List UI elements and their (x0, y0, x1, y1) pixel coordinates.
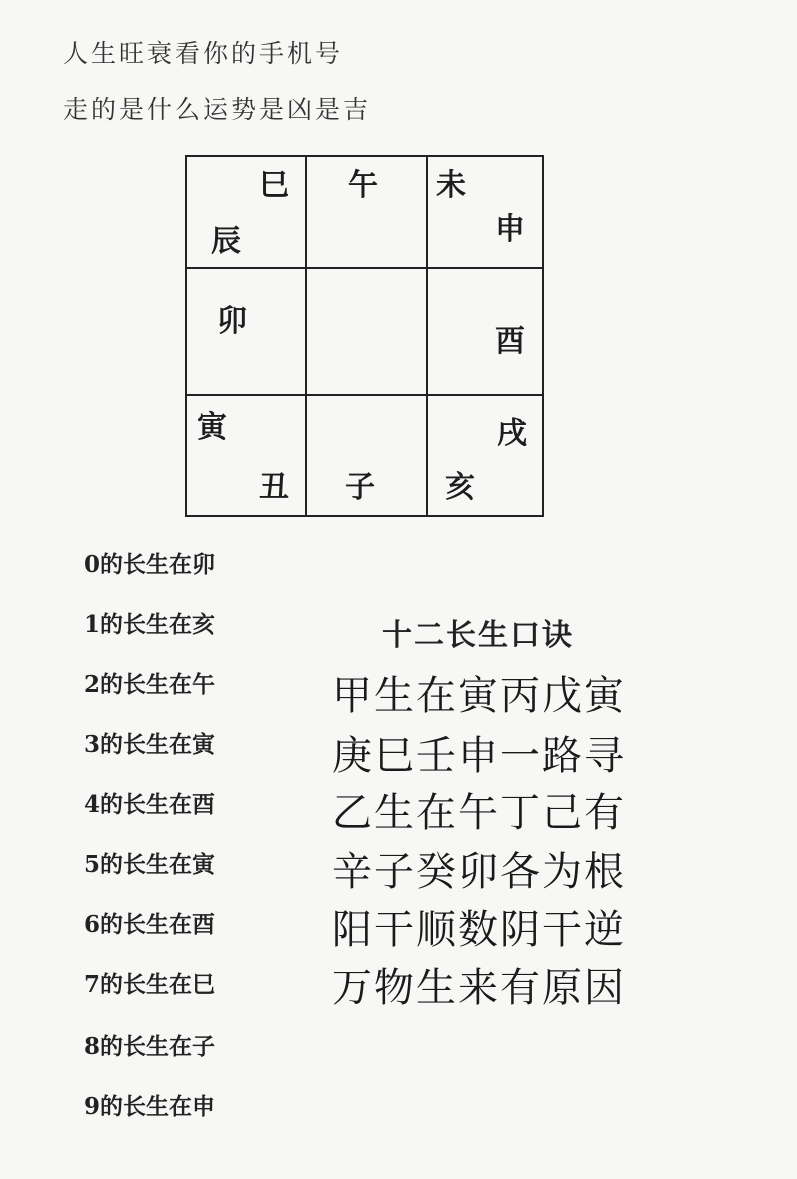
grid-divider-horizontal-2 (187, 394, 542, 396)
list-item: 4的长生在酉 (84, 791, 216, 818)
branch-si: 巳 (259, 168, 289, 203)
list-item: 1的长生在亥 (84, 611, 216, 638)
branch-chou: 丑 (259, 470, 289, 505)
mnemonic-line: 庚巳壬申一路寻 (332, 733, 626, 779)
branch-zi: 子 (345, 470, 375, 505)
mnemonic-line: 乙生在午丁己有 (332, 790, 626, 836)
mnemonic-line: 万物生来有原因 (332, 965, 626, 1011)
list-item: 8的长生在子 (84, 1033, 216, 1060)
mnemonic-line: 阳干顺数阴干逆 (332, 907, 626, 953)
mnemonic-line: 甲生在寅丙戊寅 (332, 673, 626, 719)
branch-wu: 午 (348, 168, 378, 203)
list-item: 9的长生在申 (84, 1093, 216, 1120)
branch-hai: 亥 (445, 470, 475, 505)
list-item: 0的长生在卯 (84, 551, 216, 578)
branch-yin: 寅 (197, 410, 227, 445)
earthly-branches-grid (185, 155, 544, 517)
grid-divider-horizontal-1 (187, 267, 542, 269)
branch-mao: 卯 (217, 304, 247, 339)
list-item: 3的长生在寅 (84, 731, 216, 758)
list-item: 2的长生在午 (84, 671, 216, 698)
branch-xu: 戌 (497, 416, 527, 451)
list-item: 5的长生在寅 (84, 851, 216, 878)
heading-line-1: 人生旺衰看你的手机号 (63, 39, 344, 68)
heading-line-2: 走的是什么运势是凶是吉 (63, 95, 372, 124)
branch-chen: 辰 (211, 224, 241, 259)
mnemonic-line: 辛子癸卯各为根 (332, 849, 626, 895)
grid-divider-vertical-2 (426, 157, 428, 515)
list-item: 6的长生在酉 (84, 911, 216, 938)
branch-you: 酉 (495, 324, 525, 359)
grid-divider-vertical-1 (305, 157, 307, 515)
branch-wei: 未 (436, 168, 466, 203)
list-item: 7的长生在巳 (84, 971, 216, 998)
mnemonic-title: 十二长生口诀 (382, 618, 574, 653)
branch-shen: 申 (495, 212, 525, 247)
